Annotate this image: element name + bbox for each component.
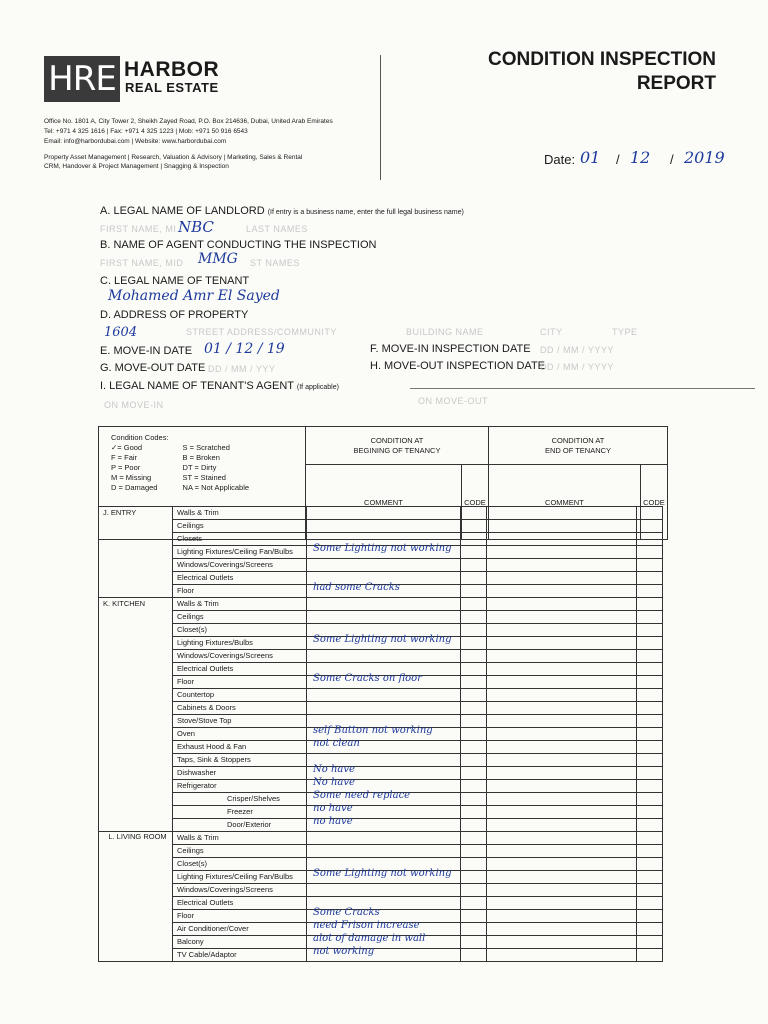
end-comment-cell[interactable] [487, 533, 637, 546]
table-row [99, 611, 663, 624]
move-out-date-hint: DD / MM / YYY [208, 364, 276, 374]
inspection-table [98, 506, 663, 962]
begin-code-cell[interactable] [461, 663, 487, 676]
begin-code-cell[interactable] [461, 689, 487, 702]
date-sep-1: / [616, 152, 620, 167]
table-row [99, 819, 663, 832]
begin-comment-cell[interactable] [307, 611, 461, 624]
end-comment-cell[interactable] [487, 507, 637, 520]
end-code-cell[interactable] [637, 650, 663, 663]
address-line: Office No. 1801 A, City Tower 2, Sheikh Zayed Road, P.O. Box 214636, Dubai, United Arab Emirates [44, 118, 333, 125]
end-comment-cell[interactable] [487, 767, 637, 780]
item-label: Walls & Trim [173, 832, 307, 845]
end-comment-header: COMMENT [489, 465, 641, 540]
table-row [99, 884, 663, 897]
handwritten-note: No have [313, 764, 355, 775]
end-comment-cell[interactable] [487, 923, 637, 936]
item-label: Stove/Stove Top [173, 715, 307, 728]
item-label: Refrigerator [173, 780, 307, 793]
end-code-cell[interactable] [637, 897, 663, 910]
begin-code-cell[interactable] [461, 884, 487, 897]
end-code-cell[interactable] [637, 910, 663, 923]
date-month: 12 [630, 148, 651, 167]
tenant-value: Mohamed Amr El Sayed [108, 288, 280, 304]
begin-code-cell[interactable] [461, 923, 487, 936]
begin-code-cell[interactable] [461, 858, 487, 871]
begin-comment-cell[interactable] [307, 507, 461, 520]
begin-code-cell[interactable] [461, 780, 487, 793]
property-type-hint: TYPE [612, 327, 638, 337]
handwritten-note: not clean [313, 738, 360, 749]
tenant-agent-in-hint: ON MOVE-IN [104, 400, 164, 410]
end-comment-cell[interactable] [487, 689, 637, 702]
table-row [99, 676, 663, 689]
table-row [99, 520, 663, 533]
begin-comment-cell[interactable] [307, 702, 461, 715]
table-row [99, 598, 663, 611]
header-divider [380, 55, 381, 180]
handwritten-note: no have [313, 803, 353, 814]
handwritten-note: No have [313, 777, 355, 788]
tenant-agent-out-hint: ON MOVE-OUT [418, 396, 488, 406]
begin-code-cell[interactable] [461, 767, 487, 780]
begin-code-cell[interactable] [461, 897, 487, 910]
table-row [99, 897, 663, 910]
end-comment-cell[interactable] [487, 780, 637, 793]
item-label: Closet(s) [173, 624, 307, 637]
begin-comment-header: COMMENT [306, 465, 462, 540]
begin-code-cell[interactable] [461, 702, 487, 715]
end-code-cell[interactable] [637, 923, 663, 936]
item-label: Ceilings [173, 520, 307, 533]
begin-code-cell[interactable] [461, 559, 487, 572]
end-comment-cell[interactable] [487, 936, 637, 949]
end-code-cell[interactable] [637, 949, 663, 962]
item-label: Dishwasher [173, 767, 307, 780]
begin-comment-cell[interactable] [307, 832, 461, 845]
date-day: 01 [580, 148, 601, 167]
end-comment-cell[interactable] [487, 806, 637, 819]
item-label: Floor [173, 910, 307, 923]
move-in-inspection-label: F. MOVE-IN INSPECTION DATE [370, 343, 531, 355]
handwritten-note: not working [313, 946, 375, 957]
item-label: Windows/Coverings/Screens [173, 559, 307, 572]
end-code-cell[interactable] [637, 884, 663, 897]
agent-first-hint: FIRST NAME, MID [100, 258, 184, 268]
item-label: Cabinets & Doors [173, 702, 307, 715]
item-label: Freezer [173, 806, 307, 819]
document-title: CONDITION INSPECTION REPORT [487, 49, 716, 94]
begin-comment-cell[interactable] [307, 738, 461, 754]
item-label: Windows/Coverings/Screens [173, 884, 307, 897]
end-comment-cell[interactable] [487, 949, 637, 962]
begin-comment-cell[interactable] [307, 673, 461, 689]
end-comment-cell[interactable] [487, 520, 637, 533]
end-code-cell[interactable] [637, 702, 663, 715]
end-comment-cell[interactable] [487, 663, 637, 676]
begin-comment-cell[interactable] [307, 884, 461, 897]
end-comment-cell[interactable] [487, 598, 637, 611]
end-code-cell[interactable] [637, 936, 663, 949]
logo-mark: HRE [44, 56, 120, 102]
end-code-cell[interactable] [637, 585, 663, 598]
move-out-inspection-label: H. MOVE-OUT INSPECTION DATE [370, 360, 545, 372]
end-code-cell[interactable] [637, 637, 663, 650]
item-label: Windows/Coverings/Screens [173, 650, 307, 663]
item-label: Floor [173, 585, 307, 598]
begin-comment-cell[interactable] [307, 520, 461, 533]
handwritten-note: no have [313, 816, 353, 827]
table-row [99, 845, 663, 858]
end-comment-cell[interactable] [487, 611, 637, 624]
begin-code-cell[interactable] [461, 806, 487, 819]
date-sep-2: / [670, 152, 674, 167]
begin-code-cell[interactable] [461, 585, 487, 598]
end-comment-cell[interactable] [487, 650, 637, 663]
end-comment-cell[interactable] [487, 910, 637, 923]
tenant-agent-line [410, 388, 755, 389]
table-row [99, 806, 663, 819]
begin-code-cell[interactable] [461, 572, 487, 585]
end-tenancy-header: CONDITION AT END OF TENANCY [489, 427, 668, 465]
table-row [99, 754, 663, 767]
item-label: Walls & Trim [173, 507, 307, 520]
services-line-1: Property Asset Management | Research, Valuation & Advisory | Marketing, Sales & Rental [44, 154, 303, 161]
end-comment-cell[interactable] [487, 897, 637, 910]
begin-code-cell[interactable] [461, 871, 487, 884]
handwritten-note: Some Lighting not working [313, 634, 452, 645]
end-code-header: CODE [640, 465, 667, 540]
begin-code-cell[interactable] [461, 650, 487, 663]
begin-code-cell[interactable] [461, 728, 487, 741]
end-code-cell[interactable] [637, 845, 663, 858]
logo-name: HARBOR [124, 58, 220, 81]
end-code-cell[interactable] [637, 858, 663, 871]
section-label: L. LIVING ROOM [99, 832, 173, 962]
item-label: Door/Exterior [173, 819, 307, 832]
begin-comment-cell[interactable] [307, 650, 461, 663]
end-code-cell[interactable] [637, 533, 663, 546]
begin-code-cell[interactable] [461, 832, 487, 845]
handwritten-note: alot of damage in wall [313, 933, 426, 944]
table-row [99, 728, 663, 741]
handwritten-note: Some need replace [313, 790, 411, 801]
item-label: Lighting Fixtures/Bulbs [173, 637, 307, 650]
agent-last-hint: ST NAMES [250, 258, 300, 268]
end-code-cell[interactable] [637, 832, 663, 845]
end-comment-cell[interactable] [487, 884, 637, 897]
end-code-cell[interactable] [637, 507, 663, 520]
begin-code-cell[interactable] [461, 754, 487, 767]
end-code-cell[interactable] [637, 728, 663, 741]
item-label: Electrical Outlets [173, 572, 307, 585]
begin-comment-cell[interactable] [307, 559, 461, 572]
table-row [99, 637, 663, 650]
item-label: Closet(s) [173, 858, 307, 871]
end-comment-cell[interactable] [487, 637, 637, 650]
begin-code-cell[interactable] [461, 546, 487, 559]
item-label: Taps, Sink & Stoppers [173, 754, 307, 767]
end-comment-cell[interactable] [487, 793, 637, 806]
end-comment-cell[interactable] [487, 728, 637, 741]
begin-code-cell[interactable] [461, 715, 487, 728]
section-label: K. KITCHEN [99, 598, 173, 832]
end-comment-cell[interactable] [487, 819, 637, 832]
item-label: Countertop [173, 689, 307, 702]
begin-comment-cell[interactable] [307, 598, 461, 611]
table-row [99, 702, 663, 715]
property-city-hint: CITY [540, 327, 563, 337]
begin-comment-cell[interactable] [307, 543, 461, 559]
handwritten-note: Some Cracks on floor [313, 673, 422, 684]
begin-comment-cell[interactable] [307, 868, 461, 884]
contact-line: Tel: +971 4 325 1616 | Fax: +971 4 325 1223 | Mob: +971 50 916 6543 [44, 128, 248, 135]
begin-code-cell[interactable] [461, 598, 487, 611]
table-row [99, 689, 663, 702]
item-label: Walls & Trim [173, 598, 307, 611]
landlord-value: NBC [178, 218, 214, 236]
item-label: TV Cable/Adaptor [173, 949, 307, 962]
agent-label: B. NAME OF AGENT CONDUCTING THE INSPECTION [100, 239, 377, 251]
table-row [99, 949, 663, 962]
begin-comment-cell[interactable] [307, 946, 461, 962]
end-code-cell[interactable] [637, 871, 663, 884]
property-street-hint: STREET ADDRESS/COMMUNITY [186, 327, 337, 337]
end-comment-cell[interactable] [487, 702, 637, 715]
move-in-date-label: E. MOVE-IN DATE [100, 345, 193, 357]
end-comment-cell[interactable] [487, 871, 637, 884]
item-label: Air Conditioner/Cover [173, 923, 307, 936]
landlord-label: A. LEGAL NAME OF LANDLORD (If entry is a business name, enter the full legal business name) [100, 205, 464, 217]
end-comment-cell[interactable] [487, 715, 637, 728]
end-comment-cell[interactable] [487, 572, 637, 585]
landlord-last-hint: LAST NAMES [246, 224, 308, 234]
end-code-cell[interactable] [637, 767, 663, 780]
section-label: J. ENTRY [99, 507, 173, 598]
begin-code-cell[interactable] [461, 624, 487, 637]
end-code-cell[interactable] [637, 806, 663, 819]
services-line-2: CRM, Handover & Project Management | Snagging & Inspection [44, 163, 229, 170]
property-building-hint: BUILDING NAME [406, 327, 484, 337]
handwritten-note: Some Lighting not working [313, 868, 452, 879]
handwritten-note: self Button not working [313, 725, 433, 736]
table-row [99, 507, 663, 520]
begin-code-header: CODE [461, 465, 488, 540]
table-row [99, 546, 663, 559]
item-label: Ceilings [173, 845, 307, 858]
table-row [99, 832, 663, 845]
begin-code-cell[interactable] [461, 637, 487, 650]
item-label: Electrical Outlets [173, 663, 307, 676]
end-code-cell[interactable] [637, 520, 663, 533]
handwritten-note: need Frison increase [313, 920, 420, 931]
end-comment-cell[interactable] [487, 845, 637, 858]
move-out-date-label: G. MOVE-OUT DATE [100, 362, 206, 374]
begin-code-cell[interactable] [461, 507, 487, 520]
handwritten-note: Some Lighting not working [313, 543, 452, 554]
agent-value: MMG [198, 251, 238, 267]
landlord-first-hint: FIRST NAME, MI [100, 224, 177, 234]
item-label: Balcony [173, 936, 307, 949]
date-label: Date: [544, 152, 576, 167]
end-code-cell[interactable] [637, 793, 663, 806]
end-comment-cell[interactable] [487, 624, 637, 637]
web-line: Email: info@harbordubai.com | Website: www.harbordubai.com [44, 138, 227, 145]
table-row [99, 936, 663, 949]
codes-legend: Condition Codes: ✓= Good F = Fair P = Poor M = Missing D = Damaged S = Scratched B = Broken DT = Dirty ST = Stained NA = Not Applicable [99, 427, 306, 540]
handwritten-note: had some Cracks [313, 582, 400, 593]
begin-code-cell[interactable] [461, 936, 487, 949]
end-code-cell[interactable] [637, 754, 663, 767]
table-row [99, 741, 663, 754]
begin-code-cell[interactable] [461, 676, 487, 689]
end-comment-cell[interactable] [487, 741, 637, 754]
end-comment-cell[interactable] [487, 858, 637, 871]
end-comment-cell[interactable] [487, 754, 637, 767]
begin-code-cell[interactable] [461, 520, 487, 533]
handwritten-note: Some Cracks [313, 907, 380, 918]
end-comment-cell[interactable] [487, 832, 637, 845]
table-row [99, 767, 663, 780]
begin-code-cell[interactable] [461, 949, 487, 962]
end-code-cell[interactable] [637, 819, 663, 832]
item-label: Lighting Fixtures/Ceiling Fan/Bulbs [173, 546, 307, 559]
begin-tenancy-header: CONDITION AT BEGINING OF TENANCY [306, 427, 489, 465]
tenant-agent-label: I. LEGAL NAME OF TENANT'S AGENT (If applicable) [100, 380, 339, 392]
move-out-inspection-hint: DD / MM / YYYY [540, 362, 614, 372]
begin-code-cell[interactable] [461, 910, 487, 923]
begin-comment-cell[interactable] [307, 845, 461, 858]
table-row [99, 559, 663, 572]
begin-code-cell[interactable] [461, 819, 487, 832]
property-value: 1604 [104, 325, 138, 340]
begin-code-cell[interactable] [461, 533, 487, 546]
end-code-cell[interactable] [637, 598, 663, 611]
item-label: Floor [173, 676, 307, 689]
begin-comment-cell[interactable] [307, 582, 461, 598]
begin-code-cell[interactable] [461, 611, 487, 624]
begin-code-cell[interactable] [461, 793, 487, 806]
end-code-cell[interactable] [637, 689, 663, 702]
end-code-cell[interactable] [637, 546, 663, 559]
tenant-label: C. LEGAL NAME OF TENANT [100, 275, 250, 287]
end-comment-cell[interactable] [487, 676, 637, 689]
end-code-cell[interactable] [637, 676, 663, 689]
begin-comment-cell[interactable] [307, 634, 461, 650]
date-year: 2019 [684, 148, 725, 167]
item-label: Electrical Outlets [173, 897, 307, 910]
begin-comment-cell[interactable] [307, 816, 461, 832]
end-code-cell[interactable] [637, 741, 663, 754]
begin-comment-cell[interactable] [307, 689, 461, 702]
item-label: Ceilings [173, 611, 307, 624]
end-code-cell[interactable] [637, 780, 663, 793]
logo-sub: REAL ESTATE [125, 80, 219, 95]
table-row [99, 650, 663, 663]
property-label: D. ADDRESS OF PROPERTY [100, 309, 249, 321]
end-comment-cell[interactable] [487, 559, 637, 572]
begin-code-cell[interactable] [461, 741, 487, 754]
begin-code-cell[interactable] [461, 845, 487, 858]
end-code-cell[interactable] [637, 572, 663, 585]
item-label: Closets [173, 533, 307, 546]
item-label: Lighting Fixtures/Ceiling Fan/Bulbs [173, 871, 307, 884]
move-in-date-value: 01 / 12 / 19 [204, 341, 285, 357]
end-code-cell[interactable] [637, 559, 663, 572]
table-row [99, 585, 663, 598]
end-code-cell[interactable] [637, 663, 663, 676]
end-code-cell[interactable] [637, 715, 663, 728]
end-code-cell[interactable] [637, 624, 663, 637]
item-label: Oven [173, 728, 307, 741]
end-comment-cell[interactable] [487, 546, 637, 559]
item-label: Exhaust Hood & Fan [173, 741, 307, 754]
end-comment-cell[interactable] [487, 585, 637, 598]
move-in-inspection-hint: DD / MM / YYYY [540, 345, 614, 355]
end-code-cell[interactable] [637, 611, 663, 624]
table-row [99, 793, 663, 806]
item-label: Crisper/Shelves [173, 793, 307, 806]
table-row [99, 871, 663, 884]
